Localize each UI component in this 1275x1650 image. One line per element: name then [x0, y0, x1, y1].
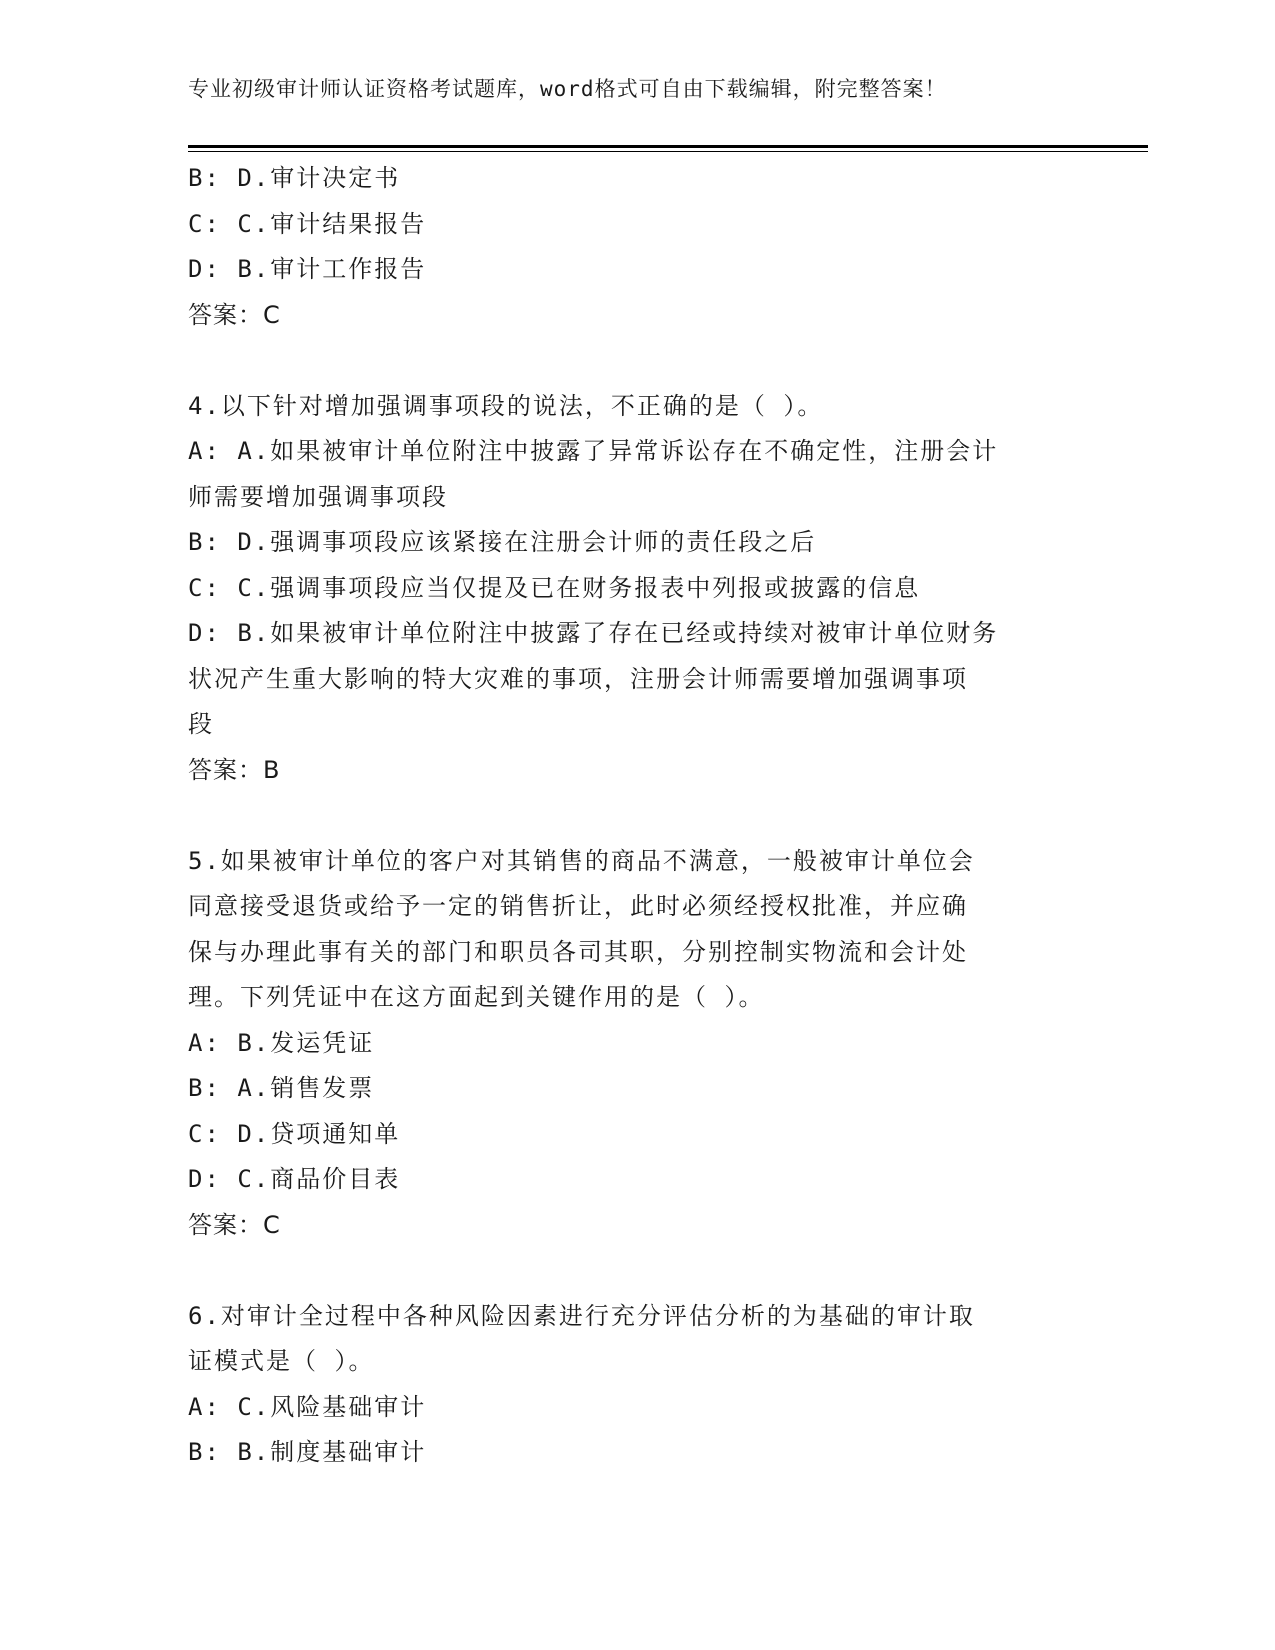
option-d: D: B.审计工作报告 — [188, 255, 427, 283]
page-header: 专业初级审计师认证资格考试题库，word格式可自由下载编辑，附完整答案！ — [188, 77, 947, 101]
question-4 — [188, 384, 1068, 794]
answer-line: 答案：C — [188, 300, 281, 329]
question-5 — [188, 839, 1068, 1249]
question-stem-continued-2: 保与办理此事有关的部门和职员各司其职，分别控制实物流和会计处 — [188, 937, 968, 966]
question-stem: 5.如果被审计单位的客户对其销售的商品不满意，一般被审计单位会 — [188, 846, 975, 875]
option-b: B: B.制度基础审计 — [188, 1438, 427, 1466]
option-b: B: D.审计决定书 — [188, 164, 401, 192]
option-d: D: C.商品价目表 — [188, 1165, 401, 1193]
question-6 — [188, 1294, 1068, 1476]
spacer — [188, 338, 1068, 384]
answer-line: 答案：C — [188, 1210, 281, 1239]
option-c: C: C.强调事项段应当仅提及已在财务报表中列报或披露的信息 — [188, 573, 921, 602]
option-c: C: C.审计结果报告 — [188, 209, 427, 238]
question-stem-continued: 证模式是（ ）。 — [188, 1347, 375, 1375]
question-stem: 6.对审计全过程中各种风险因素进行充分评估分析的为基础的审计取 — [188, 1301, 975, 1330]
header-rule-thick — [188, 145, 1148, 148]
answer-line: 答案：B — [188, 755, 281, 784]
option-b: B: D.强调事项段应该紧接在注册会计师的责任段之后 — [188, 528, 817, 556]
question-stem-continued-3: 理。下列凭证中在这方面起到关键作用的是（ ）。 — [188, 983, 765, 1011]
spacer — [188, 1248, 1068, 1294]
option-d-continued-2: 段 — [188, 710, 214, 738]
option-a: A: C.风险基础审计 — [188, 1392, 427, 1421]
option-d: D: B.如果被审计单位附注中披露了存在已经或持续对被审计单位财务 — [188, 619, 999, 647]
spacer — [188, 793, 1068, 839]
document-body — [188, 156, 1068, 1476]
option-c: C: D.贷项通知单 — [188, 1119, 401, 1148]
previous-question — [188, 156, 1068, 338]
question-stem: 4.以下针对增加强调事项段的说法，不正确的是（ ）。 — [188, 391, 824, 420]
question-stem-continued: 同意接受退货或给予一定的销售折让，此时必须经授权批准，并应确 — [188, 892, 968, 920]
header-rule-thin — [188, 151, 1148, 152]
option-b: B: A.销售发票 — [188, 1074, 375, 1102]
option-a: A: B.发运凭证 — [188, 1028, 375, 1057]
option-a-continued: 师需要增加强调事项段 — [188, 482, 448, 511]
option-a: A: A.如果被审计单位附注中披露了异常诉讼存在不确定性，注册会计 — [188, 437, 999, 465]
option-d-continued: 状况产生重大影响的特大灾难的事项，注册会计师需要增加强调事项 — [188, 664, 968, 693]
